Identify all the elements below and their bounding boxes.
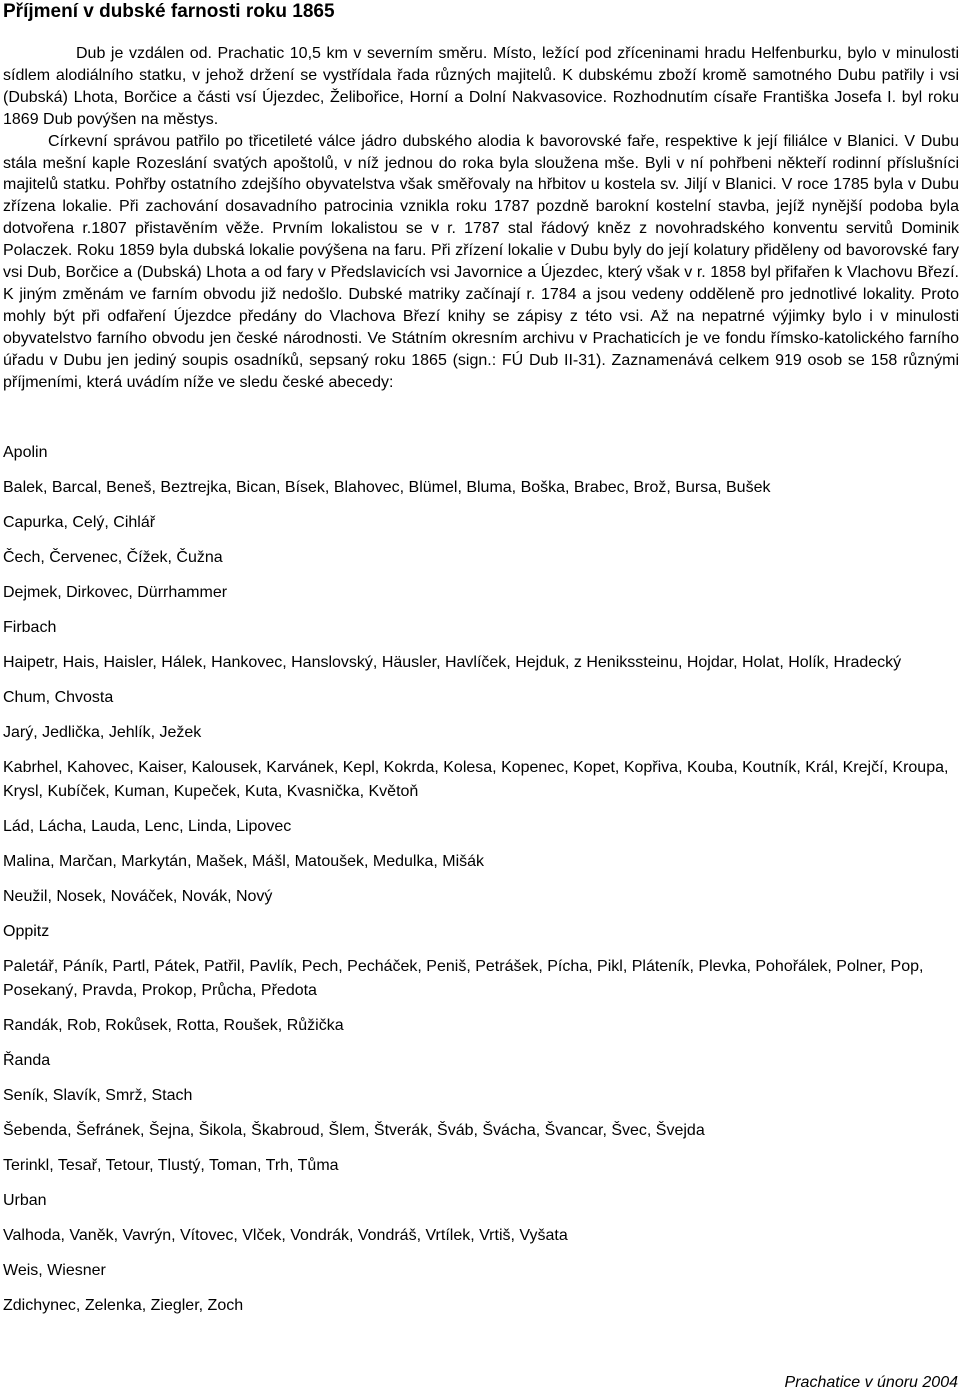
- surname-group-c: Capurka, Celý, Cihlář: [3, 514, 156, 531]
- surname-group-r: Randák, Rob, Rokůsek, Rotta, Roušek, Růžička: [3, 1017, 344, 1034]
- surname-group-k: Kabrhel, Kahovec, Kaiser, Kalousek, Karvánek, Kepl, Kokrda, Kolesa, Kopenec, Kopet, Kopřiva, Kouba, Koutník, Král, Krejčí, Kroupa, Krysl, Kubíček, Kuman, Kupeček, Kuta, Kvasnička, Květoň: [3, 759, 949, 800]
- surname-list: [3, 441, 959, 1329]
- surname-group-j: Jarý, Jedlička, Jehlík, Ježek: [3, 724, 202, 741]
- surname-group-f: Firbach: [3, 619, 57, 636]
- surname-group-s: Seník, Slavík, Smrž, Stach: [3, 1087, 193, 1104]
- surname-group-h: Haipetr, Hais, Haisler, Hálek, Hankovec, Hanslovský, Häusler, Havlíček, Hejduk, z Henikssteinu, Hojdar, Holat, Holík, Hradecký: [3, 654, 902, 671]
- surname-group-c-caron: Čech, Červenec, Čížek, Čužna: [3, 549, 223, 566]
- surname-group-a: Apolin: [3, 444, 48, 461]
- surname-group-u: Urban: [3, 1192, 47, 1209]
- surname-group-n: Neužil, Nosek, Nováček, Novák, Nový: [3, 888, 273, 905]
- intro-paragraph-location: Dub je vzdálen od. Prachatic 10,5 km v severním směru. Místo, ležící pod zříceninami hradu Helfenburku, bylo v minulosti sídlem alodiálního statku, v jehož držení se vystřídala řada různých majitelů. K dubskému zboží kromě samotného Dubu patřily i vsi (Dubská) Lhota, Borčice a části vsí Újezdec, Želibořice, Horní a Dolní Nakvasovice. Rozhodnutím císaře Františka Josefa I. byl roku 1869 Dub povýšen na městys.: [3, 45, 959, 128]
- surname-group-s-caron: Šebenda, Šefránek, Šejna, Šikola, Škabroud, Šlem, Štverák, Šváb, Švácha, Švancar, Švec, Švejda: [3, 1122, 705, 1139]
- surname-group-o: Oppitz: [3, 923, 50, 940]
- intro-paragraph-parish-history: Církevní správou patřilo po třicetileté válce jádro dubského alodia k bavorovské faře, respektive k její filiálce v Blanici. V Dubu stála mešní kaple Rozeslání svatých apoštolů, v níž jednou do roka byla sloužena mše. Byli v ní pohřbeni někteří rodinní příslušníci majitelů statku. Pohřby ostatního zdejšího obyvatelstva však směřovaly na hřbitov u kostela sv. Jiljí v Blanici. V roce 1785 byla v Dubu zřízena lokalie. Při zachování dosavadního patrocinia vznikla roku 1787 pozdně barokní kostelní stavba, jejíž nynější podoba byla dotvořena r.1807 přistavěním věže. Prvním lokalistou se v r. 1787 stal řádový kněz z novohradského konventu servitů Dominik Polaczek. Roku 1859 byla dubská lokalie povýšena na faru. Při zřízení lokalie v Dubu byly do její kolatury přiděleny od bavorovské fary vsi Dub, Borčice a (Dubská) Lhota a od fary v Předslavicích vsi Javornice a Újezdec, který však v r. 1858 byl přifařen k Vlachovu Březí. K jiným změnám ve farním obvodu již nedošlo. Dubské matriky začínají r. 1784 a jsou vedeny odděleně pro jednotlivé lokality. Proto mohly být při odfaření Újezdce předány do Vlachova Březí knihy se zápisy z této vsi. Až na nepatrné výjimky bylo i v minulosti obyvatelstvo farního obvodu jen české národnosti. Ve Státním okresním archivu v Prachaticích je ve fondu římsko-katolického farního úřadu v Dubu jen jediný soupis osadníků, sepsaný roku 1865 (sign.: FÚ Dub II-31). Zaznamenává celkem 919 osob se 158 různými příjmeními, která uvádím níže ve sledu české abecedy:: [3, 132, 959, 391]
- page-title: Příjmení v dubské farnosti roku 1865: [3, 1, 335, 22]
- surname-group-t: Terinkl, Tesař, Tetour, Tlustý, Toman, Trh, Tůma: [3, 1157, 339, 1174]
- surname-group-r-caron: Řanda: [3, 1052, 51, 1069]
- surname-group-ch: Chum, Chvosta: [3, 689, 114, 706]
- surname-group-v: Valhoda, Vaněk, Vavrýn, Vítovec, Vlček, Vondrák, Vondráš, Vrtílek, Vrtiš, Vyšata: [3, 1227, 568, 1244]
- surname-group-l: Lád, Lácha, Lauda, Lenc, Linda, Lipovec: [3, 818, 292, 835]
- surname-group-w: Weis, Wiesner: [3, 1262, 106, 1279]
- intro-text: [3, 43, 959, 394]
- surname-group-d: Dejmek, Dirkovec, Dürrhammer: [3, 584, 228, 601]
- surname-group-z: Zdichynec, Zelenka, Ziegler, Zoch: [3, 1297, 244, 1314]
- surname-group-p: Paletář, Páník, Partl, Pátek, Patřil, Pavlík, Pech, Pecháček, Peniš, Petrášek, Pícha, Pikl, Pláteník, Plevka, Pohořálek, Polner, Pop, Posekaný, Pravda, Prokop, Průcha, Předota: [3, 958, 924, 999]
- surname-group-b: Balek, Barcal, Beneš, Beztrejka, Bican, Bísek, Blahovec, Blümel, Bluma, Boška, Brabec, Brož, Bursa, Bušek: [3, 479, 771, 496]
- surname-group-m: Malina, Marčan, Markytán, Mašek, Mášl, Matoušek, Medulka, Mišák: [3, 853, 485, 870]
- signoff-place-date: Prachatice v únoru 2004: [784, 1374, 958, 1391]
